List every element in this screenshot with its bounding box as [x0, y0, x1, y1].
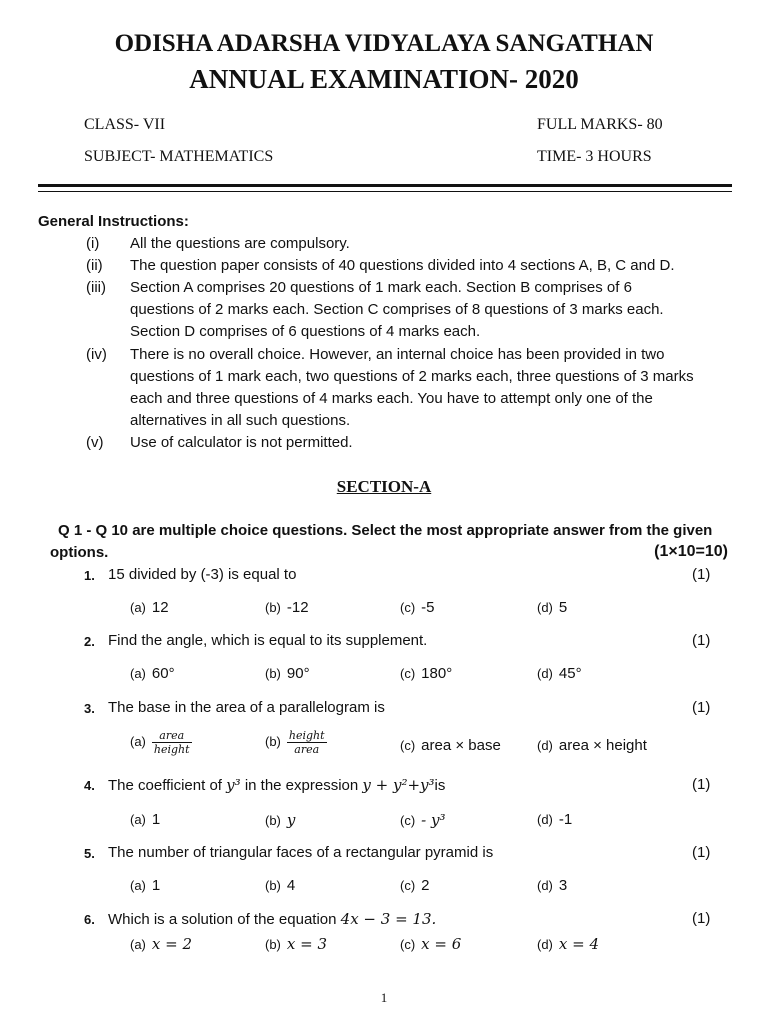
instruction-text: There is no overall choice. However, an internal choice has been provided in two questions of 1 mark each, two questions of 2 marks each, three questions of 3 marks each and three questions of 4 marks each. You have to attempt only one of the alternatives in all such questions.: [130, 346, 694, 429]
section-title: SECTION-A: [336, 477, 432, 496]
option-value: area × base: [421, 737, 501, 754]
fraction: [152, 729, 192, 756]
option-value: 90°: [286, 665, 310, 682]
option-d: [537, 877, 567, 894]
option-value: - y³: [421, 811, 446, 829]
question-number: 3.: [84, 701, 95, 716]
option-value: area × height: [558, 737, 647, 754]
math-expression: y³: [226, 776, 241, 794]
fraction-denominator: area: [294, 743, 320, 756]
question-text-part: Which is a solution of the equation: [108, 911, 337, 928]
option-c: [400, 811, 446, 829]
question-marks: (1): [692, 566, 711, 583]
option-d: [537, 811, 572, 828]
option-label: (c): [400, 600, 416, 615]
option-value: 4: [286, 877, 296, 894]
question-marks: (1): [692, 699, 711, 716]
header-rule-bottom: [38, 191, 732, 192]
option-value: -5: [421, 599, 435, 616]
math-expression: y + y²+y³: [362, 776, 435, 794]
option-a: [130, 935, 192, 953]
option-label: (a): [130, 734, 146, 750]
option-label: (a): [130, 600, 146, 615]
option-label: (c): [400, 878, 416, 893]
time-label: TIME- 3 HOURS: [537, 148, 652, 165]
option-value: x = 6: [421, 935, 462, 953]
option-a: [130, 729, 192, 756]
option-value: 1: [151, 877, 161, 894]
option-label: (b): [265, 666, 281, 681]
option-value: x = 2: [151, 935, 192, 953]
option-d: [537, 599, 567, 616]
question-text: 15 divided by (-3) is equal to: [108, 566, 297, 583]
option-d: [537, 935, 599, 953]
option-label: (a): [130, 666, 146, 681]
math-expression: 4x − 3 = 13.: [340, 910, 437, 928]
option-label: (c): [400, 738, 416, 753]
instructions-title: General Instructions:: [38, 213, 189, 230]
exam-title: ANNUAL EXAMINATION- 2020: [189, 64, 579, 94]
option-d: [537, 665, 582, 682]
option-value: 2: [421, 877, 430, 894]
fraction-numerator: height: [288, 729, 325, 742]
page-number: 1: [380, 990, 388, 1005]
option-label: (c): [400, 813, 416, 828]
option-value: -1: [558, 811, 573, 828]
option-b: [265, 935, 327, 953]
instruction-number: (v): [86, 434, 104, 451]
question-text-part: in the expression: [244, 777, 359, 794]
option-label: (b): [265, 734, 281, 750]
option-value: y: [286, 811, 296, 829]
option-label: (b): [265, 937, 281, 952]
question-text: The base in the area of a parallelogram is: [108, 699, 385, 716]
option-value: 1: [151, 811, 161, 828]
option-value: 45°: [558, 665, 582, 682]
instruction-number: (i): [86, 235, 100, 252]
option-value: 60°: [151, 665, 175, 682]
option-a: [130, 877, 160, 894]
question-marks: (1): [692, 776, 711, 793]
option-b: [265, 665, 310, 682]
question-text-part: The coefficient of: [108, 777, 222, 794]
option-label: (d): [537, 600, 553, 615]
option-label: (b): [265, 813, 281, 828]
option-label: (a): [130, 878, 146, 893]
question-text: [108, 910, 436, 928]
question-text-part: is: [434, 777, 446, 794]
instruction-text: The question paper consists of 40 questions divided into 4 sections A, B, C and D.: [130, 257, 675, 274]
question-number: 1.: [84, 568, 95, 583]
option-value: x = 3: [286, 935, 327, 953]
option-label: (a): [130, 937, 146, 952]
question-text: Find the angle, which is equal to its supplement.: [108, 632, 428, 649]
question-number: 6.: [84, 912, 95, 927]
question-number: 5.: [84, 846, 95, 861]
option-b: [265, 811, 295, 829]
option-a: [130, 599, 169, 616]
option-label: (d): [537, 878, 553, 893]
option-label: (c): [400, 666, 416, 681]
question-number: 4.: [84, 778, 95, 793]
section-intro: Q 1 - Q 10 are multiple choice questions. Select the most appropriate answer from the given: [58, 522, 713, 539]
option-value: 3: [558, 877, 568, 894]
school-name: ODISHA ADARSHA VIDYALAYA SANGATHAN: [114, 30, 654, 57]
instruction-text: Section A comprises 20 questions of 1 mark each. Section B comprises of 6 questions of 2 marks each. Section C comprises of 8 questions of 3 marks each. Section D comprises of 6 questions of 4 marks each.: [130, 279, 664, 340]
option-label: (d): [537, 937, 553, 952]
option-c: [400, 737, 501, 754]
section-marks: (1×10=10): [654, 543, 728, 560]
full-marks-label: FULL MARKS- 80: [537, 116, 663, 133]
option-a: [130, 665, 175, 682]
option-b: [265, 877, 295, 894]
question-text: The number of triangular faces of a rectangular pyramid is: [108, 844, 494, 861]
option-c: [400, 665, 452, 682]
option-b: [265, 729, 327, 756]
option-value: -12: [286, 599, 309, 616]
subject-label: SUBJECT- MATHEMATICS: [84, 148, 274, 165]
option-label: (a): [130, 812, 146, 827]
option-label: (b): [265, 600, 281, 615]
option-value: x = 4: [558, 935, 599, 953]
option-a: [130, 811, 160, 828]
fraction-numerator: area: [152, 729, 192, 743]
header-rule-top: [38, 184, 732, 187]
instruction-number: (iii): [86, 279, 106, 296]
instruction-number: (iv): [86, 346, 107, 363]
question-marks: (1): [692, 632, 711, 649]
option-label: (d): [537, 738, 553, 753]
question-number: 2.: [84, 634, 95, 649]
fraction-denominator: height: [153, 743, 190, 756]
option-label: (d): [537, 812, 553, 827]
question-marks: (1): [692, 910, 711, 927]
section-intro-cont: options.: [50, 544, 109, 561]
option-b: [265, 599, 309, 616]
instruction-text: Use of calculator is not permitted.: [130, 434, 353, 451]
question-marks: (1): [692, 844, 711, 861]
option-d: [537, 737, 647, 754]
instruction-text: All the questions are compulsory.: [130, 235, 350, 252]
option-label: (b): [265, 878, 281, 893]
option-value: 12: [151, 599, 169, 616]
option-c: [400, 935, 461, 953]
option-value: 180°: [421, 665, 453, 682]
fraction: [287, 729, 327, 756]
option-c: [400, 877, 430, 894]
option-label: (c): [400, 937, 416, 952]
instruction-number: (ii): [86, 257, 103, 274]
class-label: CLASS- VII: [84, 116, 166, 133]
question-text: [108, 776, 445, 794]
option-label: (d): [537, 666, 553, 681]
option-value: 5: [558, 599, 568, 616]
option-c: [400, 599, 435, 616]
